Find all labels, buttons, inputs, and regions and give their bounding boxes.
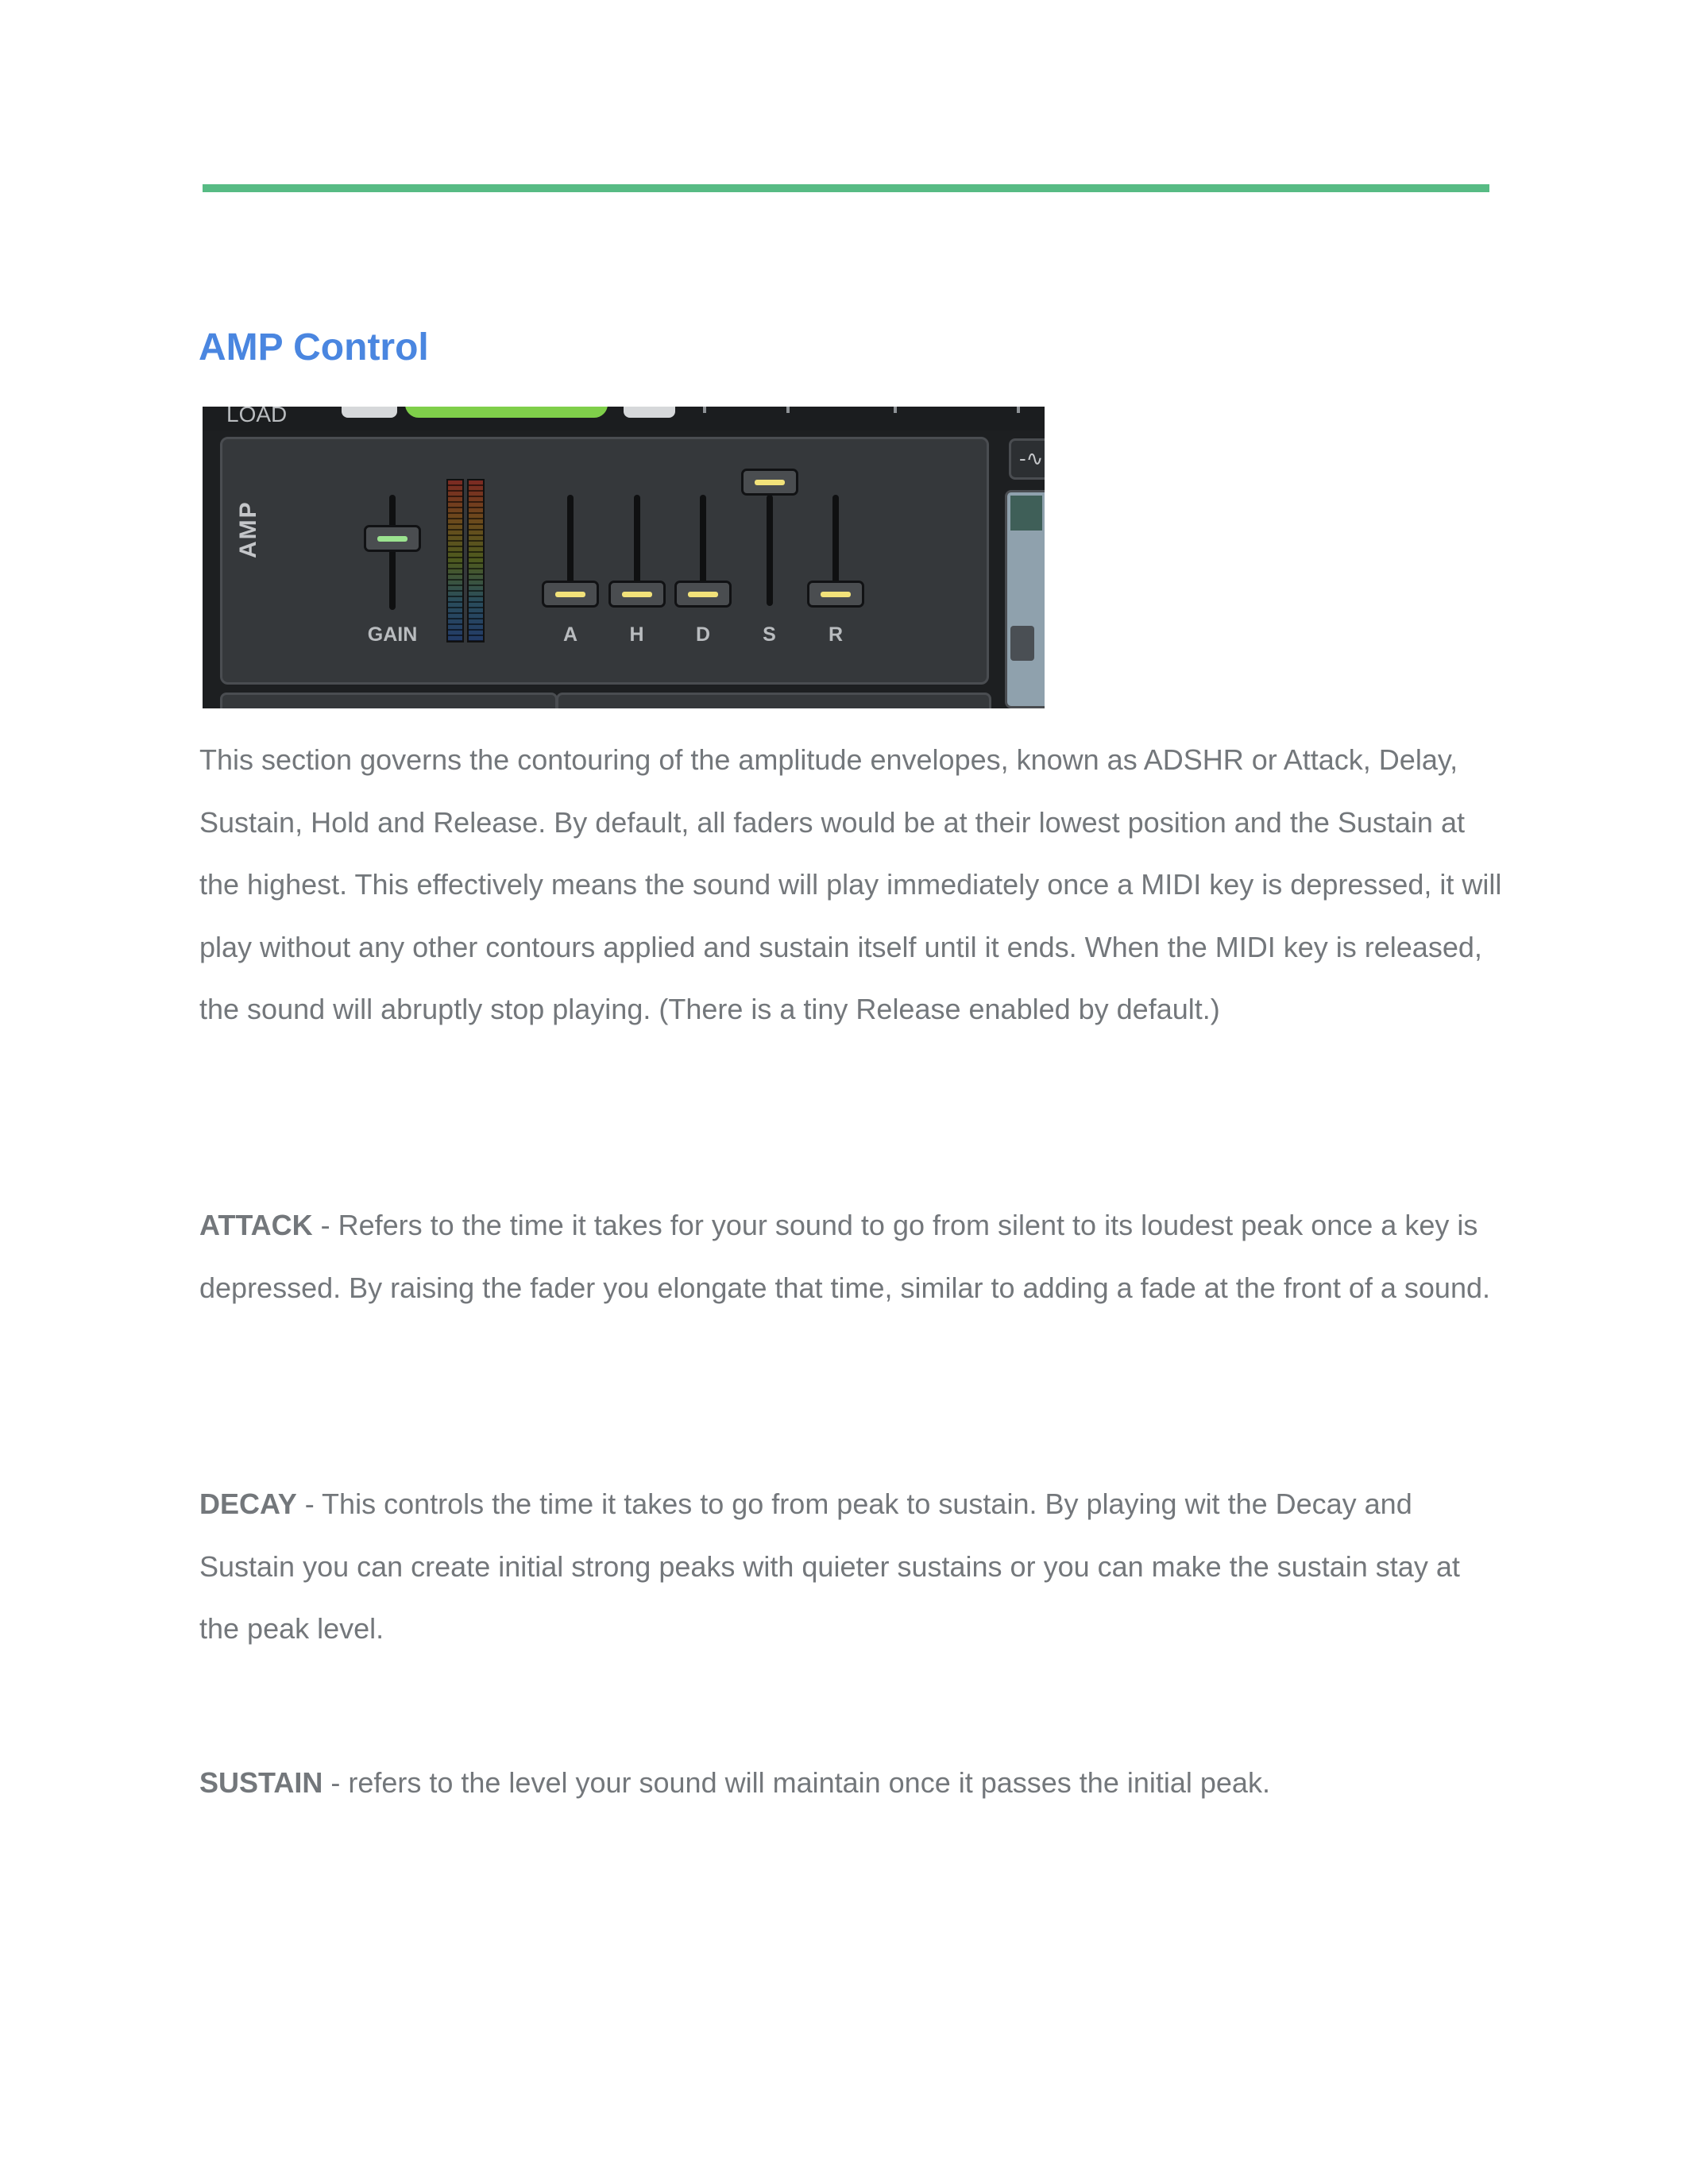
- toolbar-tick: [894, 407, 897, 413]
- fader-label-r: R: [828, 623, 844, 646]
- fader-label-d: D: [695, 623, 711, 646]
- decay-paragraph: [199, 1473, 1502, 1661]
- intro-paragraph: This section governs the contouring of the amplitude envelopes, known as ADSHR or Attack, Delay, Sustain, Hold and Release. By default, all faders would be at their lowest position and the Sustain at the highest. This effectively means the sound will play immediately once a MIDI key is depressed, it will play without any other contours applied and sustain itself until it ends. When the MIDI key is released, the sound will abruptly stop playing. (There is a tiny Release enabled by default.): [199, 743, 1502, 1025]
- amp-control-screenshot: [203, 407, 1045, 708]
- bottom-panel-left: [220, 693, 558, 708]
- fader-label-h: H: [629, 623, 644, 646]
- level-meter-left: [446, 479, 464, 642]
- header-rule: [203, 184, 1489, 192]
- attack-term: ATTACK: [199, 1209, 313, 1241]
- fader-knob-a[interactable]: [542, 581, 599, 608]
- toolbar-button[interactable]: [342, 407, 397, 418]
- gain-label: GAIN: [367, 623, 418, 646]
- gain-fader-knob[interactable]: [364, 525, 421, 552]
- toolbar-tick: [703, 407, 706, 413]
- amp-label: AMP: [235, 500, 261, 558]
- waveform-icon[interactable]: -∿: [1009, 438, 1045, 480]
- level-meter-right: [467, 479, 485, 642]
- gain-fader-track[interactable]: [389, 495, 396, 610]
- decay-text: - This controls the time it takes to go from peak to sustain. By playing wit the Decay and Sustain you can create initial strong peaks with quieter sustains or you can make the sustain stay at the peak level.: [199, 1488, 1460, 1645]
- toolbar-strip: [203, 407, 1045, 430]
- side-panel-graphic: [1010, 626, 1034, 661]
- toolbar-button[interactable]: [624, 407, 675, 418]
- side-panel-header: [1010, 496, 1042, 531]
- sustain-term: SUSTAIN: [199, 1766, 323, 1799]
- decay-term: DECAY: [199, 1488, 297, 1520]
- fader-label-a: A: [562, 623, 578, 646]
- toolbar-tick: [786, 407, 790, 413]
- fader-knob-r[interactable]: [807, 581, 864, 608]
- load-label: LOAD: [226, 407, 288, 426]
- fader-track-s[interactable]: [767, 495, 773, 606]
- toolbar-green-button[interactable]: [405, 407, 608, 418]
- toolbar-tick: [1017, 407, 1020, 413]
- sustain-paragraph: [199, 1752, 1502, 1815]
- amp-panel: [220, 437, 989, 685]
- section-title: AMP Control: [199, 326, 429, 369]
- fader-label-s: S: [763, 623, 776, 646]
- fader-knob-s[interactable]: [741, 469, 798, 496]
- attack-text: - Refers to the time it takes for your sound to go from silent to its loudest peak once a key is depressed. By raising the fader you elongate that time, similar to adding a fade at the front of a sound.: [199, 1209, 1490, 1304]
- side-panel: [1005, 490, 1045, 708]
- fader-knob-h[interactable]: [608, 581, 666, 608]
- attack-paragraph: [199, 1194, 1502, 1319]
- fader-knob-d[interactable]: [674, 581, 732, 608]
- bottom-panel-right: [556, 693, 991, 708]
- sustain-text: - refers to the level your sound will maintain once it passes the initial peak.: [323, 1766, 1270, 1799]
